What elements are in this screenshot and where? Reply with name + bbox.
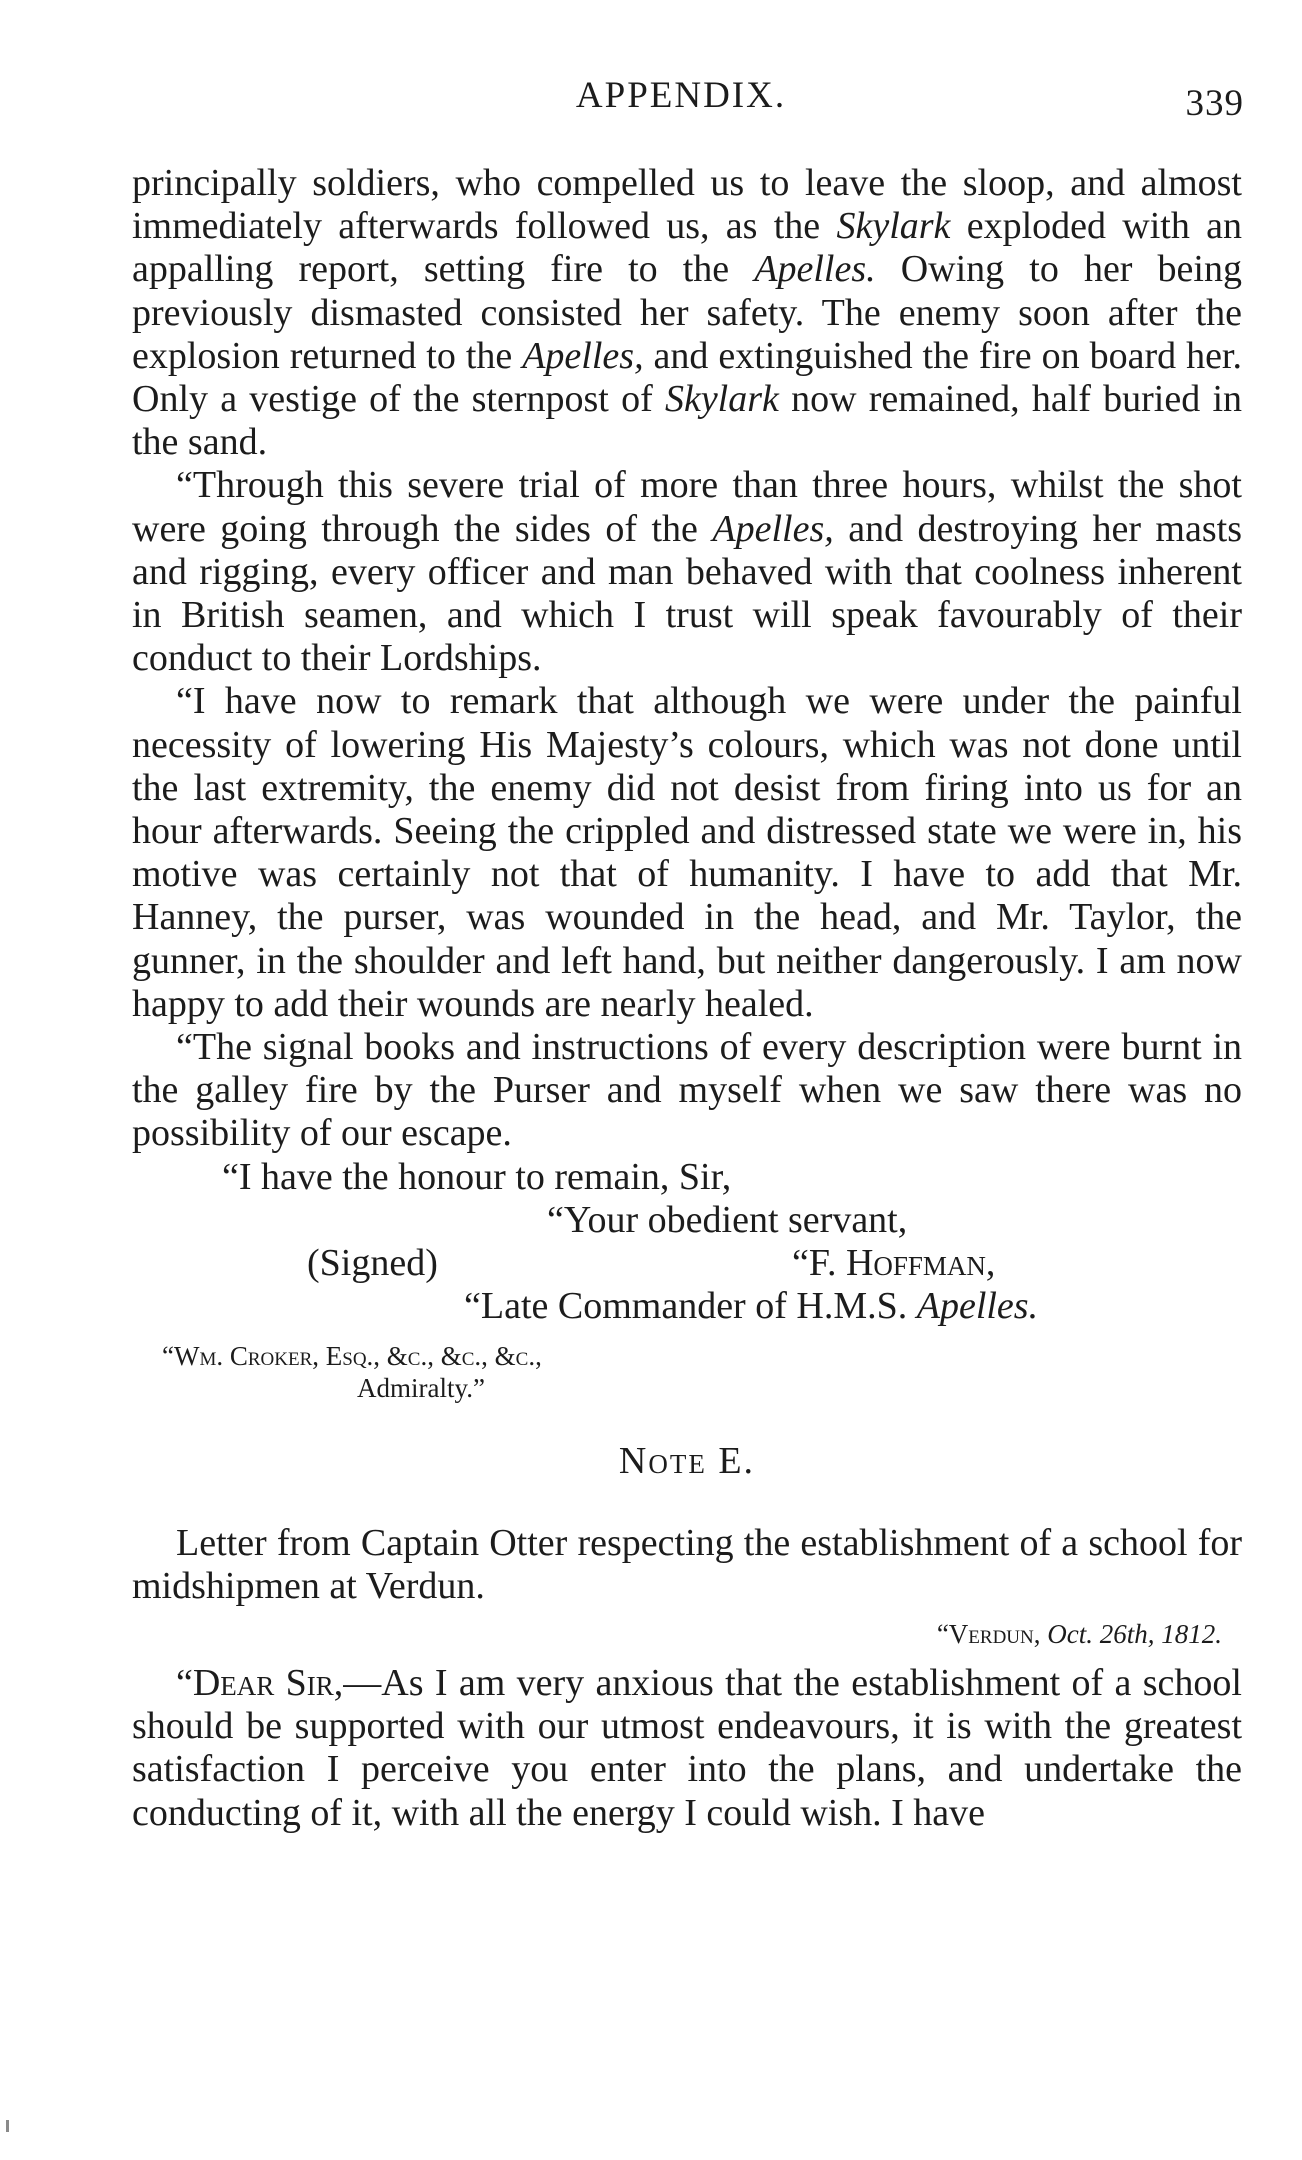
text-run: Owing to her being previously dismasted consisted her safety. The enemy soon after the explosion returned to the — [132, 248, 1242, 377]
signature-name: “F. Hoffman, — [792, 1242, 996, 1285]
addressee-name: “Wm. Croker, Esq., &c., &c., &c., — [162, 1341, 542, 1372]
text-run: —As I am very anxious that the establishment of a school should be supported with our utmost endeavours, it is with the greatest satisfaction I perceive you enter into the plans, and undertake the conducting of it, with all the energy I could wish. I have — [132, 1662, 1242, 1834]
note-heading: Note E. — [618, 1440, 756, 1483]
closing-honour: “I have the honour to remain, Sir, — [222, 1155, 732, 1198]
text-run: “Through this severe trial of more than three hours, whilst the shot were going through the sides of the — [132, 464, 1242, 550]
text-run: principally soldiers, who compelled us to leave the sloop, and almost immediately afterwards followed us, as the — [132, 162, 1242, 248]
letter-body — [132, 1662, 1242, 1835]
text-run: and extinguished the fire on board her. Only a vestige of the sternpost of — [132, 334, 1242, 421]
paragraph-severe-trial — [132, 464, 1242, 680]
running-title: APPENDIX. — [575, 75, 787, 116]
dateline-date: Oct. 26th, 1812. — [1047, 1619, 1222, 1650]
text-run: and destroying her masts and rigging, every officer and man behaved with that coolness inherent in British seamen, and which I trust will speak favourably of their conduct to their Lordships. — [132, 507, 1242, 680]
ship-name-apelles: Apelles. — [916, 1285, 1039, 1328]
addressee-office: Admiralty.” — [357, 1373, 485, 1404]
salutation: “Dear Sir, — [176, 1662, 344, 1705]
letter-dateline — [132, 1618, 1222, 1650]
body-text — [132, 162, 1242, 1835]
ship-name-skylark: Skylark — [836, 205, 951, 248]
closing-title — [132, 1285, 1242, 1328]
dateline-place: “Verdun, — [936, 1619, 1048, 1650]
paragraph-colours: “I have now to remark that although we were under the painful necessity of lowering His Majesty’s colours, which was not done until the last extremity, the enemy did not desist from firing into us for an hour afterwards. Seeing the crippled and distressed state we were in, his motive was certainly not that of humanity. I have to add that Mr. Hanney, the purser, was wounded in the head, and Mr. Taylor, the gunner, in the shoulder and left hand, but neither dangerously. I am now happy to add their wounds are nearly healed. — [132, 680, 1242, 1025]
signature-row — [132, 1242, 1242, 1285]
text-run: now remained, half buried in the sand. — [132, 378, 1242, 464]
note-intro: Letter from Captain Otter respecting the establishment of a school for midshipmen at Verdun. — [132, 1521, 1242, 1607]
ship-name-skylark: Skylark — [664, 378, 779, 421]
margin-mark — [6, 2120, 9, 2132]
text-run: exploded with an appalling report, setting fire to the — [132, 205, 1242, 291]
ship-name-apelles: Apelles. — [754, 248, 876, 291]
paragraph-signal-books: “The signal books and instructions of every description were burnt in the galley fire by the Purser and myself when we saw there was no possibility of our escape. — [132, 1026, 1242, 1155]
ship-name-apelles: Apelles, — [522, 334, 644, 377]
paragraph-continuation — [132, 162, 1242, 464]
signed-label: (Signed) — [307, 1242, 438, 1285]
ship-name-apelles: Apelles, — [712, 507, 834, 550]
addressee-block — [162, 1340, 1242, 1404]
text-run: “Late Commander of H.M.S. — [464, 1285, 917, 1328]
closing-servant: “Your obedient servant, — [547, 1198, 908, 1241]
page-number: 339 — [1185, 83, 1244, 124]
page-header — [0, 74, 1302, 128]
